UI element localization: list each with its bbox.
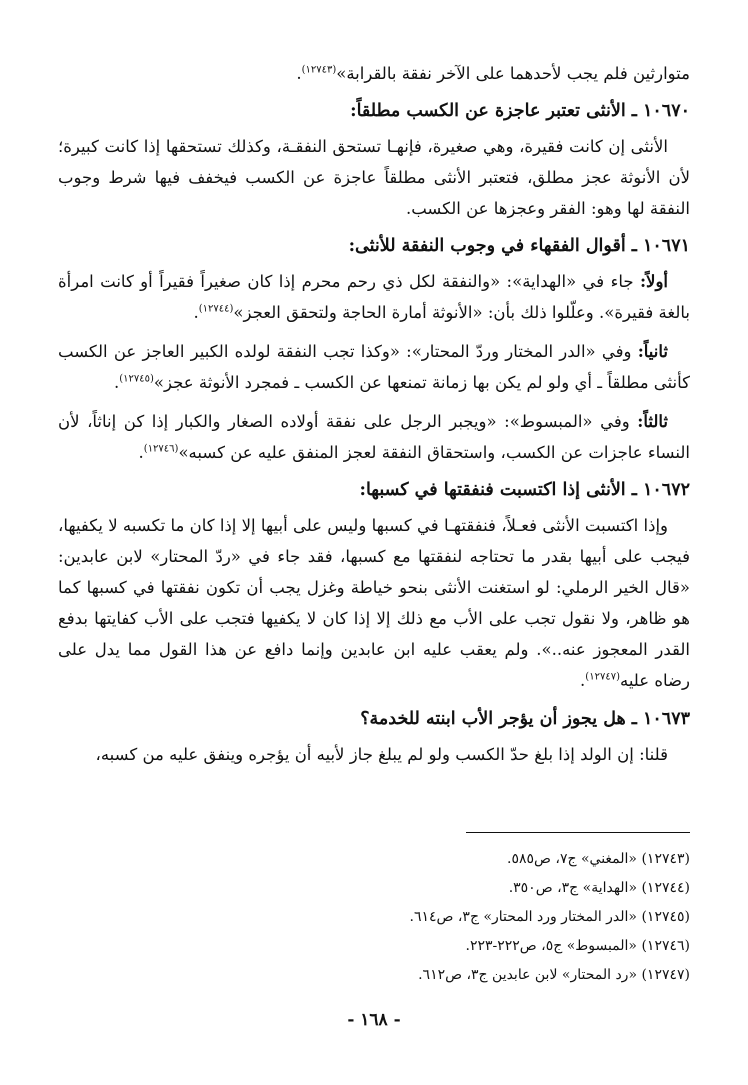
section-heading-10673: ١٠٦٧٣ ـ هل يجوز أن يؤجر الأب ابنته للخدمة؟: [360, 709, 690, 729]
continuation-text: متوارثين فلم يجب لأحدهما على الآخر نفقة بالقرابة»: [336, 64, 690, 83]
paragraph-second-text: وفي «الدر المختار وردّ المحتار»: «وكذا تجب النفقة لولده الكبير العاجز عن الكسب كأنثى مطلقاً ـ أي ولو لم يكن بها زمانة تمنعها عن الكسب ـ فمجرد الأنوثة عجز»: [58, 342, 690, 392]
footnote-ref-12744: (١٢٧٤٤): [198, 303, 234, 315]
footnote-12743: (١٢٧٤٣) «المغني» ج٧، ص٥٨٥.: [507, 851, 690, 867]
footnote-ref-12743: (١٢٧٤٣): [301, 64, 337, 76]
paragraph-10670: الأنثى إن كانت فقيرة، وهي صغيرة، فإنهـا تستحق النفقـة، وكذلك تستحقها إذا كانت كبيرة؛ لأن الأنوثة عجز مطلق، فتعتبر الأنثى مطلقاً عاجزة عن الكسب فيخفف فيها شرط وجوب النفقة لها وهو: الفقر وعجزها عن الكسب.: [58, 137, 690, 218]
page-number: - ١٦٨ -: [347, 1010, 401, 1030]
paragraph-second: ثانياً: وفي «الدر المختار وردّ المحتار»: «وكذا تجب النفقة لولده الكبير العاجز عن الكسب كأنثى مطلقاً ـ أي ولو لم يكن بها زمانة تمنعها عن الكسب ـ فمجرد الأنوثة عجز»$^{(١٢٧٤٥)}$.: [58, 342, 690, 392]
paragraph-third-text: وفي «المبسوط»: «ويجبر الرجل على نفقة أولاده الصغار والكبار إذا كن إناثاً، لأن النساء عاجزات عن الكسب، واستحقاق النفقة لعجز المنفق عليه عن كسبه»: [58, 412, 690, 462]
paragraph-10672-text: وإذا اكتسبت الأنثى فعـلاً، فنفقتهـا في كسبها وليس على أبيها إلا إذا كان ما تكسبه لا يكفيها، فيجب على أبيها بقدر ما تحتاجه لنفقتها مع كسبها، فقد جاء في «ردّ المحتار» لابن عابدين: «قال الخير الرملي: لو استغنت الأنثى بنحو خياطة وغزل يجب أن تكون نفقتها في كسبها كما هو ظاهر، ولا نقول تجب على الأب مع ذلك إلا إذا كان لا يكفيها فتجب على الأب كفايتها بدفع القدر المعجوز عنه..». ولم يعقب عليه ابن عابدين وإنما دافع عن هذا القول مما يدل على رضاه عليه: [58, 516, 690, 690]
paragraph-10672: وإذا اكتسبت الأنثى فعـلاً، فنفقتهـا في كسبها وليس على أبيها إلا إذا كان ما تكسبه لا يكفيها، فيجب على أبيها بقدر ما تحتاجه لنفقتها مع كسبها، فقد جاء في «ردّ المحتار» لابن عابدين: «قال الخير الرملي: لو استغنت الأنثى بنحو خياطة وغزل يجب أن تكون نفقتها في كسبها كما هو ظاهر، ولا نقول تجب على الأب مع ذلك إلا إذا كان لا يكفيها فتجب على الأب كفايتها بدفع القدر المعجوز عنه..». ولم يعقب عليه ابن عابدين وإنما دافع عن هذا القول مما يدل على رضاه عليه$^{(١٢٧٤٧)}$.: [58, 516, 690, 690]
paragraph-lead-third: ثالثاً:: [637, 412, 668, 431]
section-heading-10672: ١٠٦٧٢ ـ الأنثى إذا اكتسبت فنفقتها في كسبها:: [359, 480, 690, 500]
footnotes: [58, 845, 690, 990]
footnote-12746: (١٢٧٤٦) «المبسوط» ج٥، ص٢٢٢-٢٢٣.: [465, 938, 690, 954]
section-heading-10671: ١٠٦٧١ ـ أقوال الفقهاء في وجوب النفقة للأنثى:: [348, 236, 690, 256]
paragraph-10673: قلنا: إن الولد إذا بلغ حدّ الكسب ولو لم يبلغ جاز لأبيه أن يؤجره وينفق عليه من كسبه،: [95, 745, 668, 764]
paragraph-lead-first: أولاً:: [639, 272, 668, 291]
paragraph-first-text: جاء في «الهداية»: «والنفقة لكل ذي رحم محرم إذا كان صغيراً فقيراً أو كانت امرأة بالغة فقيرة». وعلّلوا ذلك بأن: «الأنوثة أمارة الحاجة ولتحقق العجز»: [58, 272, 690, 322]
footnote-ref-12746: (١٢٧٤٦): [143, 443, 179, 455]
paragraph-lead-second: ثانياً:: [637, 342, 668, 361]
continuation-line: متوارثين فلم يجب لأحدهما على الآخر نفقة بالقرابة»$^{(١٢٧٤٣)}$.: [296, 64, 690, 83]
footnote-separator: [466, 832, 690, 833]
main-text: [58, 58, 690, 770]
footnote-ref-12745: (١٢٧٤٥): [119, 373, 154, 385]
footnote-12745: (١٢٧٤٥) «الدر المختار ورد المحتار» ج٣، ص٦١٤.: [409, 909, 690, 925]
section-heading-10670: ١٠٦٧٠ ـ الأنثى تعتبر عاجزة عن الكسب مطلقاً:: [350, 101, 690, 121]
footnote-ref-12747: (١٢٧٤٧): [585, 671, 620, 683]
footnote-12747: (١٢٧٤٧) «رد المحتار» لابن عابدين ج٣، ص٦١٢.: [418, 967, 690, 983]
paragraph-first: أولاً: جاء في «الهداية»: «والنفقة لكل ذي رحم محرم إذا كان صغيراً فقيراً أو كانت امرأة بالغة فقيرة». وعلّلوا ذلك بأن: «الأنوثة أمارة الحاجة ولتحقق العجز»$^{(١٢٧٤٤)}$.: [58, 272, 690, 322]
paragraph-third: ثالثاً: وفي «المبسوط»: «ويجبر الرجل على نفقة أولاده الصغار والكبار إذا كن إناثاً، لأن النساء عاجزات عن الكسب، واستحقاق النفقة لعجز المنفق عليه عن كسبه»$^{(١٢٧٤٦)}$.: [58, 412, 690, 462]
footnote-12744: (١٢٧٤٤) «الهداية» ج٣، ص٣٥٠.: [508, 880, 690, 896]
